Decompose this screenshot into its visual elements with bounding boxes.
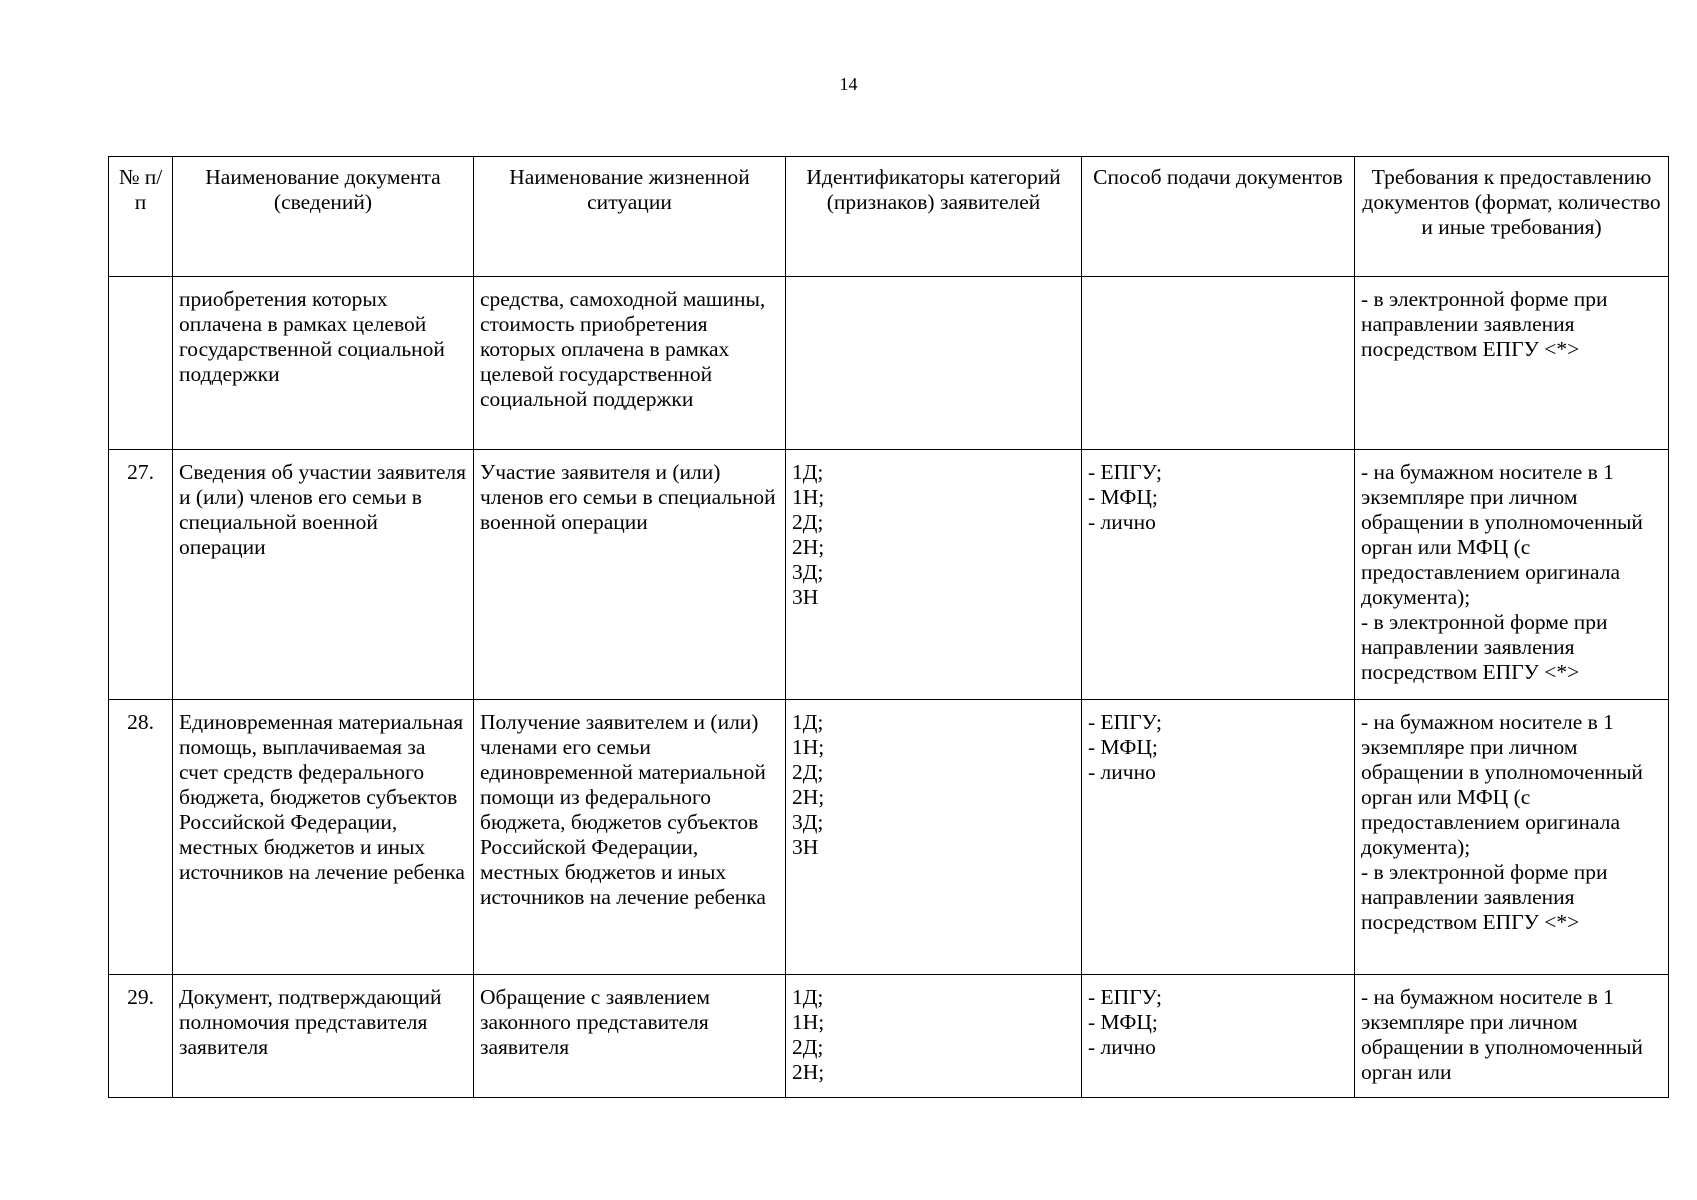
methods-cell (1082, 450, 1355, 700)
documents-table (108, 156, 1669, 1098)
identifier-item: 3Н (792, 585, 819, 609)
table-row (109, 700, 1669, 975)
identifier-item: 3Н (792, 835, 819, 859)
document-name-cell: приобретения которых оплачена в рамках целевой государственной социальной поддержки (173, 277, 474, 450)
requirement-item: - на бумажном носителе в 1 экземпляре при личном обращении в уполномоченный орган или МФЦ (с предоставлением оригинала документа); (1361, 460, 1649, 609)
row-number: 27. (109, 450, 173, 700)
header-applicant-identifiers: Идентификаторы категорий (признаков) заявителей (786, 157, 1082, 277)
identifier-item: 1Н; (792, 485, 825, 509)
life-situation-cell: Участие заявителя и (или) членов его семьи в специальной военной операции (474, 450, 786, 700)
header-document-name: Наименование документа (сведений) (173, 157, 474, 277)
document-name-cell: Документ, подтверждающий полномочия представителя заявителя (173, 975, 474, 1098)
identifier-item: 1Д; (792, 710, 824, 734)
requirement-item: - на бумажном носителе в 1 экземпляре при личном обращении в уполномоченный орган или МФЦ (с предоставлением оригинала документа); (1361, 710, 1649, 859)
row-number (109, 277, 173, 450)
requirement-item: - в электронной форме при направлении заявления посредством ЕПГУ <*> (1361, 860, 1613, 934)
method-item: - ЕПГУ; (1088, 710, 1163, 734)
life-situation-cell: средства, самоходной машины, стоимость приобретения которых оплачена в рамках целевой государственной социальной поддержки (474, 277, 786, 450)
identifier-item: 1Д; (792, 985, 824, 1009)
header-number: № п/п (109, 157, 173, 277)
identifiers-cell (786, 450, 1082, 700)
page-number: 14 (839, 74, 858, 94)
method-item: - ЕПГУ; (1088, 460, 1163, 484)
method-item: - МФЦ; (1088, 1010, 1158, 1034)
methods-cell (1082, 700, 1355, 975)
life-situation-cell: Обращение с заявлением законного представителя заявителя (474, 975, 786, 1098)
identifiers-cell (786, 975, 1082, 1098)
method-item: - ЕПГУ; (1088, 985, 1163, 1009)
requirements-cell (1355, 277, 1669, 450)
table-row (109, 975, 1669, 1098)
requirements-cell (1355, 450, 1669, 700)
identifiers-cell (786, 700, 1082, 975)
identifier-item: 3Д; (792, 560, 824, 584)
requirement-item: - в электронной форме при направлении заявления посредством ЕПГУ <*> (1361, 287, 1613, 361)
life-situation-cell: Получение заявителем и (или) членами его семьи единовременной материальной помощи из федерального бюджета, бюджетов субъектов Российской Федерации, местных бюджетов и иных источников на лечение ребенка (474, 700, 786, 975)
header-life-situation: Наименование жизненной ситуации (474, 157, 786, 277)
header-requirements: Требования к предоставлению документов (формат, количество и иные требования) (1355, 157, 1669, 277)
table-header-row (109, 157, 1669, 277)
document-name-cell: Сведения об участии заявителя и (или) членов его семьи в специальной военной операции (173, 450, 474, 700)
table-row (109, 450, 1669, 700)
identifier-item: 3Д; (792, 810, 824, 834)
row-number: 29. (109, 975, 173, 1098)
methods-cell (1082, 975, 1355, 1098)
identifier-item: 1Д; (792, 460, 824, 484)
table-row (109, 277, 1669, 450)
identifier-item: 2Н; (792, 535, 825, 559)
identifier-item: 2Н; (792, 785, 825, 809)
identifier-item: 2Д; (792, 510, 824, 534)
requirements-cell (1355, 975, 1669, 1098)
method-item: - МФЦ; (1088, 485, 1158, 509)
method-item: - лично (1088, 510, 1156, 534)
row-number: 28. (109, 700, 173, 975)
identifier-item: 2Н; (792, 1060, 825, 1084)
header-submission-method: Способ подачи документов (1082, 157, 1355, 277)
method-item: - лично (1088, 760, 1156, 784)
method-item: - лично (1088, 1035, 1156, 1059)
identifier-item: 1Н; (792, 1010, 825, 1034)
identifier-item: 1Н; (792, 735, 825, 759)
methods-cell (1082, 277, 1355, 450)
method-item: - МФЦ; (1088, 735, 1158, 759)
requirement-item: - на бумажном носителе в 1 экземпляре при личном обращении в уполномоченный орган или (1361, 985, 1649, 1084)
identifier-item: 2Д; (792, 760, 824, 784)
identifiers-cell (786, 277, 1082, 450)
requirements-cell (1355, 700, 1669, 975)
identifier-item: 2Д; (792, 1035, 824, 1059)
document-name-cell: Единовременная материальная помощь, выплачиваемая за счет средств федерального бюджета, бюджетов субъектов Российской Федерации, местных бюджетов и иных источников на лечение ребенка (173, 700, 474, 975)
requirement-item: - в электронной форме при направлении заявления посредством ЕПГУ <*> (1361, 610, 1613, 684)
